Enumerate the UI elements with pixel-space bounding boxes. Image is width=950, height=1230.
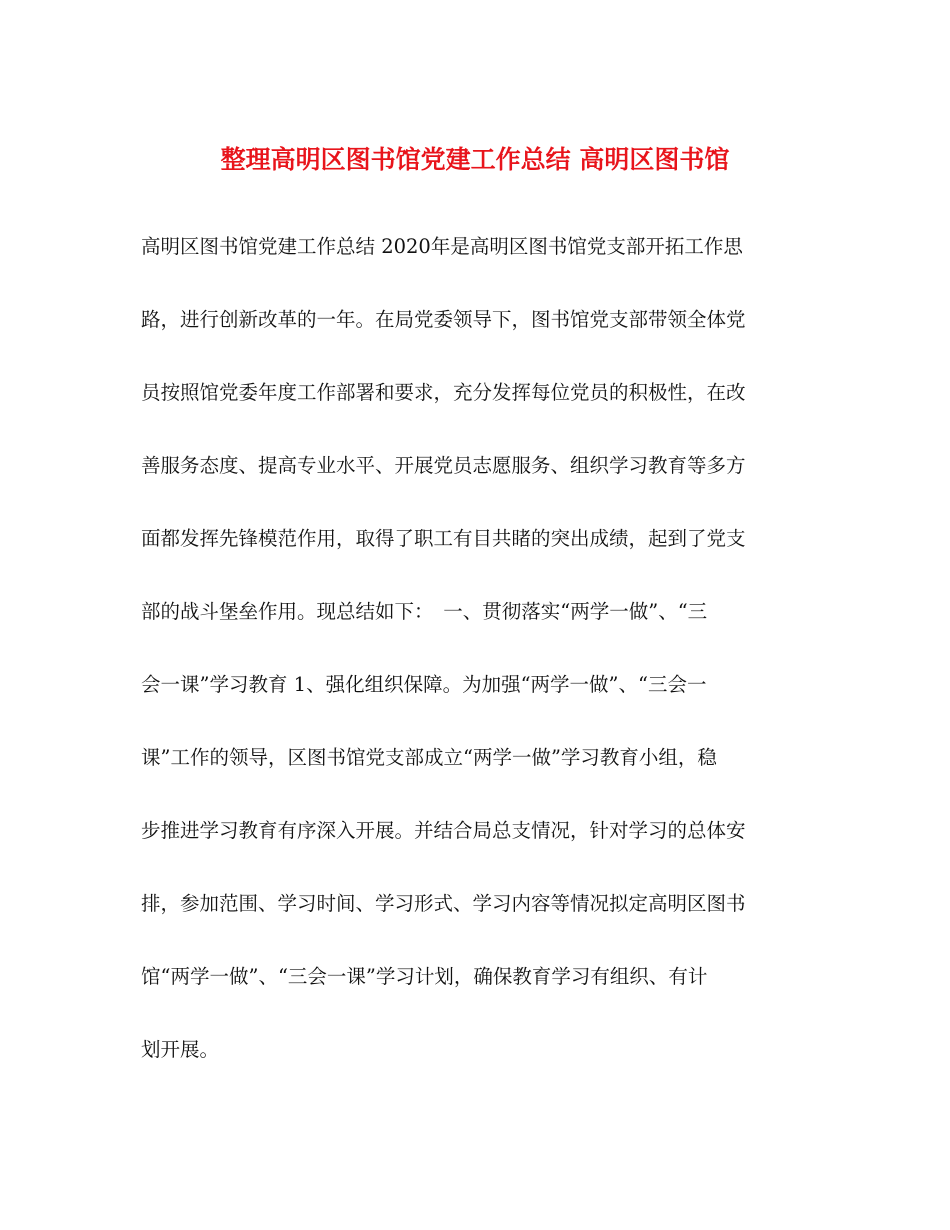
body-line: 高明区图书馆党建工作总结 2020年是高明区图书馆党支部开拓工作思 (141, 235, 743, 258)
body-line: 划开展。 (141, 1038, 220, 1061)
body-line: 课”工作的领导，区图书馆党支部成立“两学一做”学习教育小组，稳 (141, 746, 717, 769)
document-title: 整理高明区图书馆党建工作总结 高明区图书馆 (220, 145, 730, 174)
body-line: 善服务态度、提高专业水平、开展党员志愿服务、组织学习教育等多方 (141, 454, 746, 477)
body-line: 排，参加范围、学习时间、学习形式、学习内容等情况拟定高明区图书 (141, 892, 746, 915)
body-line: 路，进行创新改革的一年。在局党委领导下，图书馆党支部带领全体党 (141, 308, 746, 331)
body-line: 步推进学习教育有序深入开展。并结合局总支情况，针对学习的总体安 (141, 819, 746, 842)
body-line: 馆“两学一做”、“三会一课”学习计划，确保教育学习有组织、有计 (141, 965, 708, 988)
body-line: 会一课”学习教育 1、强化组织保障。为加强“两学一做”、“三会一 (141, 673, 707, 696)
body-line: 员按照馆党委年度工作部署和要求，充分发挥每位党员的积极性，在改 (141, 381, 746, 404)
body-line: 部的战斗堡垒作用。现总结如下： 一、贯彻落实“两学一做”、“三 (141, 600, 708, 623)
body-line: 面都发挥先锋模范作用，取得了职工有目共睹的突出成绩，起到了党支 (141, 527, 746, 550)
